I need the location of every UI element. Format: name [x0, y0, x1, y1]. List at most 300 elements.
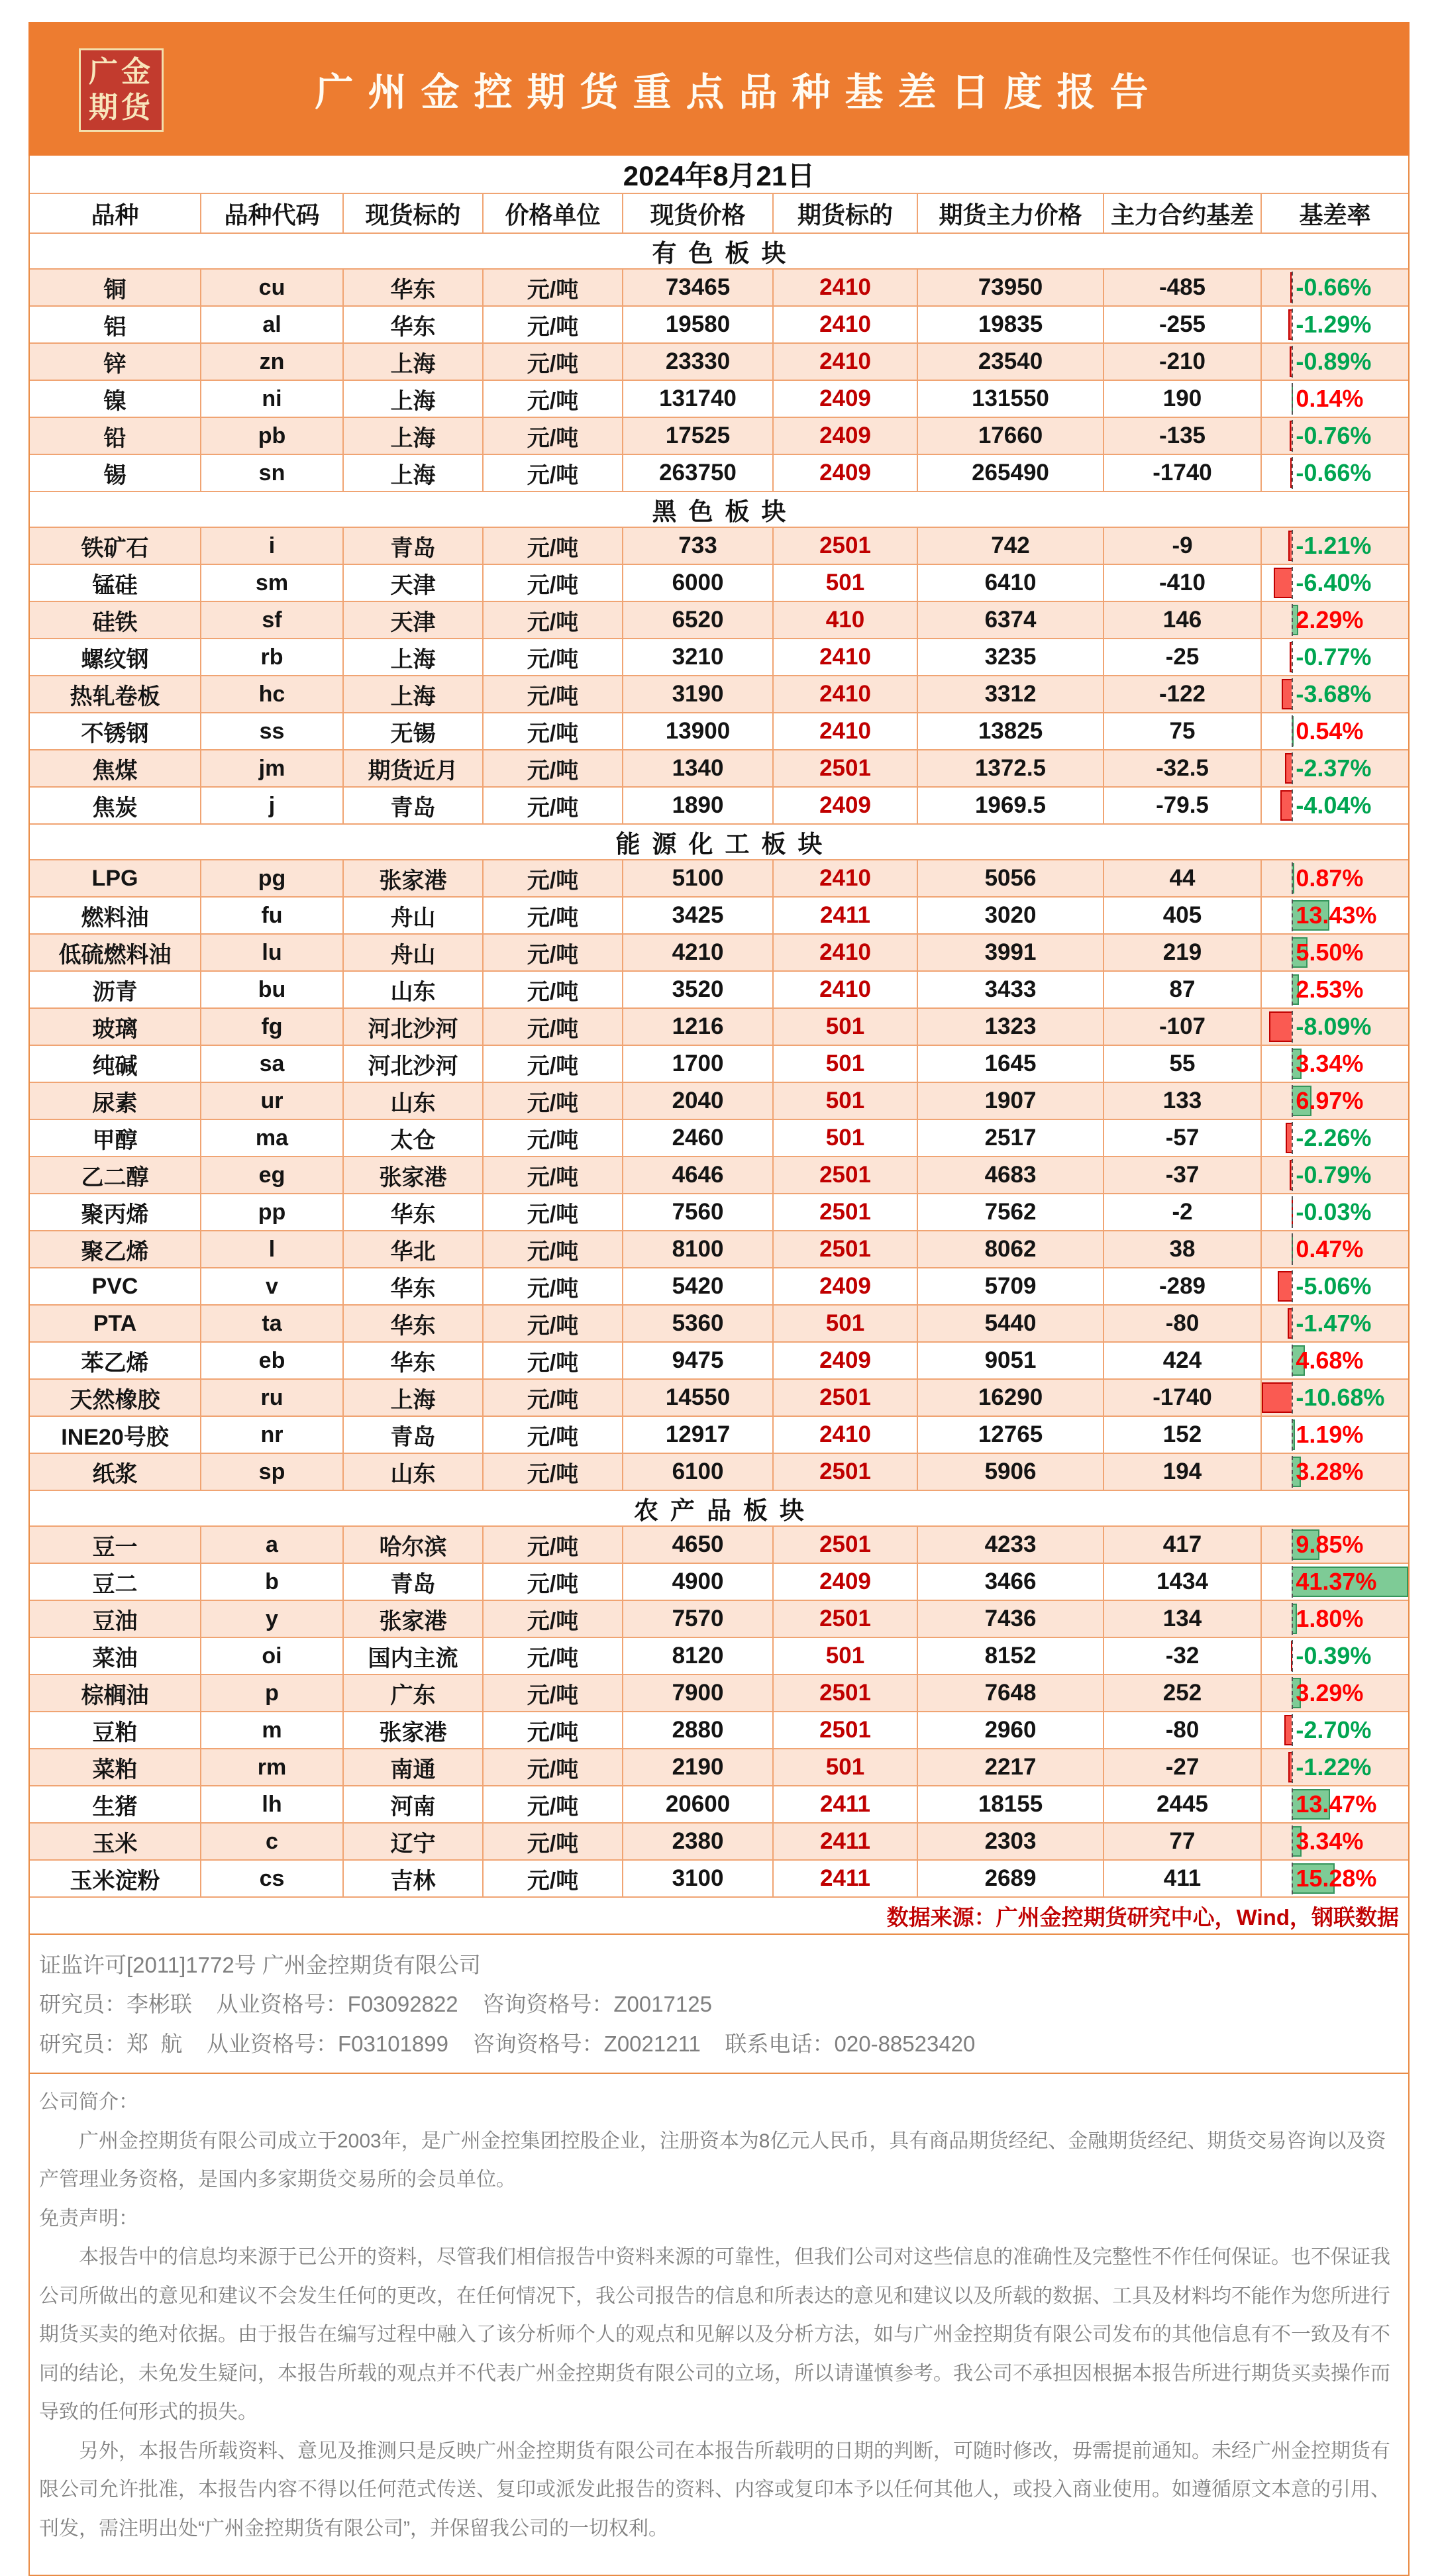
- basis-rate-axis: [1292, 1788, 1293, 1821]
- basis-rate-bar: [1282, 679, 1292, 709]
- basis-rate-bar: [1280, 790, 1292, 820]
- basis-rate-axis: [1292, 1233, 1293, 1266]
- basis-rate-axis: [1292, 1345, 1293, 1377]
- basis-rate-axis: [1292, 715, 1293, 748]
- cell-code: p: [201, 1675, 344, 1711]
- cell-variety: 螺纹钢: [30, 639, 201, 675]
- table-row: [30, 750, 1408, 788]
- cell-future-target: 2409: [774, 788, 918, 823]
- data-source-note: 数据来源：广州金控期货研究中心，Wind，钢联数据: [30, 1898, 1408, 1935]
- cell-future-price: 2960: [918, 1712, 1104, 1748]
- cell-future-target: 2501: [774, 1194, 918, 1230]
- cell-future-target: 2501: [774, 1380, 918, 1416]
- cell-basis-rate: [1262, 1231, 1408, 1267]
- cell-future-target: 2501: [774, 750, 918, 786]
- cell-future-target: 2409: [774, 381, 918, 417]
- cell-basis-rate: [1262, 972, 1408, 1007]
- cell-basis: 194: [1104, 1454, 1262, 1490]
- basis-rate-value: -2.37%: [1296, 754, 1372, 782]
- cell-code: hc: [201, 676, 344, 712]
- cell-basis: -485: [1104, 270, 1262, 305]
- basis-rate-value: -3.68%: [1296, 680, 1372, 707]
- cell-spot-price: 7560: [623, 1194, 774, 1230]
- table-row: [30, 1120, 1408, 1157]
- cell-spot-price: 733: [623, 528, 774, 564]
- cell-spot-target: 青岛: [344, 1417, 484, 1453]
- basis-rate-axis: [1292, 1122, 1293, 1155]
- cell-future-price: 13825: [918, 713, 1104, 749]
- cell-basis-rate: [1262, 455, 1408, 491]
- cell-future-price: 1907: [918, 1083, 1104, 1119]
- cell-spot-price: 4900: [623, 1564, 774, 1600]
- cell-basis-rate: [1262, 1380, 1408, 1416]
- cell-price-unit: 元/吨: [484, 1601, 623, 1637]
- logo-text-line1: 广金: [89, 56, 154, 89]
- cell-basis-rate: [1262, 1157, 1408, 1193]
- cell-variety: 硅铁: [30, 602, 201, 638]
- cell-code: pg: [201, 860, 344, 896]
- cell-spot-target: 青岛: [344, 1564, 484, 1600]
- cell-spot-target: 张家港: [344, 1601, 484, 1637]
- cell-code: ta: [201, 1306, 344, 1341]
- column-header: 品种代码: [201, 194, 344, 232]
- cell-code: fu: [201, 898, 344, 933]
- basis-rate-value: -1.29%: [1296, 311, 1372, 338]
- table-row: [30, 528, 1408, 565]
- cell-future-price: 7562: [918, 1194, 1104, 1230]
- cell-code: ur: [201, 1083, 344, 1119]
- cell-spot-target: 天津: [344, 602, 484, 638]
- cell-code: nr: [201, 1417, 344, 1453]
- cell-basis-rate: [1262, 1268, 1408, 1304]
- table-row: [30, 1231, 1408, 1268]
- basis-rate-axis: [1292, 567, 1293, 599]
- cell-basis: -9: [1104, 528, 1262, 564]
- cell-price-unit: 元/吨: [484, 455, 623, 491]
- table-row: [30, 1083, 1408, 1120]
- table-row: [30, 788, 1408, 825]
- cell-variety: LPG: [30, 860, 201, 896]
- cell-future-target: 2410: [774, 307, 918, 342]
- cell-future-target: 2411: [774, 1861, 918, 1896]
- cell-code: sa: [201, 1046, 344, 1082]
- basis-rate-axis: [1292, 1456, 1293, 1488]
- cell-basis: 252: [1104, 1675, 1262, 1711]
- cell-code: eb: [201, 1343, 344, 1378]
- cell-spot-price: 5420: [623, 1268, 774, 1304]
- cell-future-price: 5906: [918, 1454, 1104, 1490]
- basis-rate-axis: [1292, 1714, 1293, 1747]
- cell-future-price: 8062: [918, 1231, 1104, 1267]
- table-row: [30, 1454, 1408, 1491]
- cell-future-target: 2501: [774, 1157, 918, 1193]
- cell-price-unit: 元/吨: [484, 1009, 623, 1045]
- cell-future-price: 1323: [918, 1009, 1104, 1045]
- table-row: [30, 1194, 1408, 1231]
- cell-price-unit: 元/吨: [484, 565, 623, 601]
- basis-rate-value: 1.19%: [1296, 1421, 1364, 1448]
- cell-basis-rate: [1262, 750, 1408, 786]
- basis-rate-value: 9.85%: [1296, 1531, 1364, 1558]
- cell-spot-target: 南通: [344, 1749, 484, 1785]
- basis-rate-axis: [1292, 604, 1293, 637]
- cell-spot-target: 辽宁: [344, 1824, 484, 1859]
- basis-rate-axis: [1292, 678, 1293, 711]
- cell-price-unit: 元/吨: [484, 1824, 623, 1859]
- cell-basis-rate: [1262, 381, 1408, 417]
- table-row: [30, 381, 1408, 418]
- cell-spot-price: 1890: [623, 788, 774, 823]
- cell-future-price: 5440: [918, 1306, 1104, 1341]
- cell-code: jm: [201, 750, 344, 786]
- cell-future-price: 5709: [918, 1268, 1104, 1304]
- cell-basis-rate: [1262, 1786, 1408, 1822]
- cell-spot-price: 7570: [623, 1601, 774, 1637]
- cell-spot-price: 1216: [623, 1009, 774, 1045]
- cell-basis: 134: [1104, 1601, 1262, 1637]
- company-intro-block: [30, 2074, 1408, 2575]
- basis-rate-value: -2.70%: [1296, 1716, 1372, 1743]
- cell-future-price: 8152: [918, 1638, 1104, 1674]
- column-header: 品种: [30, 194, 201, 232]
- cell-spot-price: 6520: [623, 602, 774, 638]
- basis-rate-value: 5.50%: [1296, 939, 1364, 966]
- basis-rate-bar: [1262, 1382, 1292, 1412]
- cell-price-unit: 元/吨: [484, 307, 623, 342]
- cell-variety: 聚乙烯: [30, 1231, 201, 1267]
- cell-basis: -57: [1104, 1120, 1262, 1156]
- disclaimer-paragraph-1: 本报告中的信息均来源于已公开的资料，尽管我们相信报告中资料来源的可靠性，但我们公司对这些信息的准确性及完整性不作任何保证。也不保证我公司所做出的意见和建议不会发生任何的更改，在任何情况下，我公司报告的信息和所表达的意见和建议以及所载的数据、工具及材料均不能作为您所进行期货买卖的绝对依据。由于报告在编写过程中融入了该分析师个人的观点和见解以及分析方法，如与广州金控期货有限公司发布的其他信息有不一致及有不同的结论，未免发生疑问，本报告所载的观点并不代表广州金控期货有限公司的立场，所以请谨慎参考。我公司不承担因根据本报告所进行期货买卖操作而导致的任何形式的损失。: [39, 2246, 1390, 2424]
- cell-code: ss: [201, 713, 344, 749]
- cell-variety: 铜: [30, 270, 201, 305]
- cell-basis: 417: [1104, 1527, 1262, 1563]
- cell-spot-price: 12917: [623, 1417, 774, 1453]
- basis-rate-axis: [1292, 1085, 1293, 1117]
- cell-spot-price: 9475: [623, 1343, 774, 1378]
- cell-code: y: [201, 1601, 344, 1637]
- basis-rate-axis: [1292, 530, 1293, 562]
- cell-basis-rate: [1262, 1120, 1408, 1156]
- cell-spot-target: 无锡: [344, 713, 484, 749]
- cell-variety: 棕榈油: [30, 1675, 201, 1711]
- cell-future-target: 2410: [774, 1417, 918, 1453]
- cell-future-target: 2501: [774, 1527, 918, 1563]
- column-header: 现货标的: [344, 194, 484, 232]
- cell-variety: PVC: [30, 1268, 201, 1304]
- cell-price-unit: 元/吨: [484, 1712, 623, 1748]
- cell-price-unit: 元/吨: [484, 788, 623, 823]
- cell-variety: 焦炭: [30, 788, 201, 823]
- cell-spot-price: 263750: [623, 455, 774, 491]
- cell-future-target: 501: [774, 1120, 918, 1156]
- basis-rate-value: 1.80%: [1296, 1605, 1364, 1632]
- cell-future-price: 2217: [918, 1749, 1104, 1785]
- basis-rate-value: 6.97%: [1296, 1087, 1364, 1114]
- cell-price-unit: 元/吨: [484, 528, 623, 564]
- cell-future-price: 4233: [918, 1527, 1104, 1563]
- cell-future-target: 2409: [774, 418, 918, 454]
- cell-spot-price: 131740: [623, 381, 774, 417]
- basis-rate-value: -10.68%: [1296, 1384, 1385, 1411]
- license-block: [30, 1935, 1408, 2074]
- cell-code: sp: [201, 1454, 344, 1490]
- cell-future-target: 2410: [774, 639, 918, 675]
- cell-future-price: 18155: [918, 1786, 1104, 1822]
- cell-variety: 豆一: [30, 1527, 201, 1563]
- cell-spot-target: 华东: [344, 1343, 484, 1378]
- intro-text: 广州金控期货有限公司成立于2003年，是广州金控集团控股企业，注册资本为8亿元人民币，具有商品期货经纪、金融期货经纪、期货交易咨询以及资产管理业务资格，是国内多家期货交易所的会员单位。: [39, 2130, 1386, 2191]
- table-row: [30, 1564, 1408, 1601]
- disclaimer-paragraph-2: 另外，本报告所载资料、意见及推测只是反映广州金控期货有限公司在本报告所载明的日期的判断，可随时修改，毋需提前通知。未经广州金控期货有限公司允许批准，本报告内容不得以任何范式传送、复印或派发此报告的资料、内容或复印本予以任何其他人，或投入商业使用。如遵循原文本意的引用、刊发，需注明出处“广州金控期货有限公司”，并保留我公司的一切权利。: [39, 2440, 1390, 2540]
- cell-future-target: 2501: [774, 1675, 918, 1711]
- cell-spot-target: 上海: [344, 1380, 484, 1416]
- cell-spot-target: 青岛: [344, 528, 484, 564]
- cell-future-target: 2410: [774, 344, 918, 380]
- cell-spot-price: 7900: [623, 1675, 774, 1711]
- cell-basis-rate: [1262, 898, 1408, 933]
- cell-future-price: 3312: [918, 676, 1104, 712]
- cell-basis-rate: [1262, 1712, 1408, 1748]
- cell-basis: 38: [1104, 1231, 1262, 1267]
- cell-spot-price: 8120: [623, 1638, 774, 1674]
- basis-rate-bar: [1285, 753, 1292, 783]
- basis-rate-value: 41.37%: [1296, 1568, 1377, 1595]
- cell-spot-price: 8100: [623, 1231, 774, 1267]
- cell-spot-target: 华北: [344, 1231, 484, 1267]
- cell-future-target: 2501: [774, 1454, 918, 1490]
- cell-future-target: 2501: [774, 528, 918, 564]
- basis-rate-value: 15.28%: [1296, 1865, 1377, 1892]
- cell-future-price: 7648: [918, 1675, 1104, 1711]
- cell-spot-target: 舟山: [344, 898, 484, 933]
- basis-rate-value: -0.79%: [1296, 1161, 1372, 1188]
- cell-code: j: [201, 788, 344, 823]
- cell-basis: 87: [1104, 972, 1262, 1007]
- cell-price-unit: 元/吨: [484, 1675, 623, 1711]
- researcher-line-1: 研究员：李彬联 从业资格号：F03092822 咨询资格号：Z0017125: [39, 1992, 712, 2017]
- cell-basis: -1740: [1104, 1380, 1262, 1416]
- basis-rate-axis: [1292, 346, 1293, 378]
- cell-variety: 锰硅: [30, 565, 201, 601]
- cell-variety: 苯乙烯: [30, 1343, 201, 1378]
- table-row: [30, 676, 1408, 713]
- cell-basis-rate: [1262, 307, 1408, 342]
- cell-future-target: 2409: [774, 1564, 918, 1600]
- cell-future-price: 4683: [918, 1157, 1104, 1193]
- cell-basis-rate: [1262, 1343, 1408, 1378]
- cell-future-price: 3991: [918, 935, 1104, 970]
- cell-basis-rate: [1262, 1564, 1408, 1600]
- cell-price-unit: 元/吨: [484, 1083, 623, 1119]
- cell-future-price: 1645: [918, 1046, 1104, 1082]
- cell-basis: -289: [1104, 1268, 1262, 1304]
- table-row: [30, 1861, 1408, 1898]
- cell-price-unit: 元/吨: [484, 1231, 623, 1267]
- cell-basis: 190: [1104, 381, 1262, 417]
- table-row: [30, 455, 1408, 492]
- disclaimer-heading: 免责声明：: [39, 2207, 138, 2230]
- cell-spot-target: 国内主流: [344, 1638, 484, 1674]
- cell-price-unit: 元/吨: [484, 1749, 623, 1785]
- cell-spot-price: 23330: [623, 344, 774, 380]
- cell-basis: -32: [1104, 1638, 1262, 1674]
- cell-code: eg: [201, 1157, 344, 1193]
- basis-rate-value: 4.68%: [1296, 1347, 1364, 1374]
- table-row: [30, 1380, 1408, 1417]
- cell-spot-price: 13900: [623, 713, 774, 749]
- researcher-line-2: 研究员：郑 航 从业资格号：F03101899 咨询资格号：Z0021211 联系电话：020-88523420: [39, 2031, 976, 2056]
- table-row: [30, 713, 1408, 750]
- cell-price-unit: 元/吨: [484, 935, 623, 970]
- cell-spot-price: 3425: [623, 898, 774, 933]
- cell-price-unit: 元/吨: [484, 1157, 623, 1193]
- cell-variety: 甲醇: [30, 1120, 201, 1156]
- table-row: [30, 602, 1408, 639]
- cell-future-target: 501: [774, 1306, 918, 1341]
- cell-future-price: 73950: [918, 270, 1104, 305]
- cell-spot-target: 舟山: [344, 935, 484, 970]
- cell-basis: 1434: [1104, 1564, 1262, 1600]
- cell-future-target: 2409: [774, 455, 918, 491]
- basis-rate-value: -0.39%: [1296, 1642, 1372, 1669]
- cell-variety: 锡: [30, 455, 201, 491]
- cell-basis-rate: [1262, 1638, 1408, 1674]
- cell-future-target: 501: [774, 1046, 918, 1082]
- basis-rate-axis: [1292, 457, 1293, 489]
- cell-price-unit: 元/吨: [484, 1306, 623, 1341]
- cell-code: sn: [201, 455, 344, 491]
- basis-rate-value: 3.34%: [1296, 1828, 1364, 1855]
- cell-spot-target: 华东: [344, 1306, 484, 1341]
- basis-rate-axis: [1292, 752, 1293, 785]
- cell-code: bu: [201, 972, 344, 1007]
- section-header-row: 农产品板块: [30, 1491, 1408, 1527]
- basis-rate-value: 13.43%: [1296, 902, 1377, 929]
- cell-basis-rate: [1262, 1749, 1408, 1785]
- cell-code: pp: [201, 1194, 344, 1230]
- cell-basis-rate: [1262, 713, 1408, 749]
- table-header-row: [30, 194, 1408, 234]
- cell-basis-rate: [1262, 1824, 1408, 1859]
- cell-price-unit: 元/吨: [484, 1046, 623, 1082]
- table-row: [30, 418, 1408, 455]
- table-row: [30, 307, 1408, 344]
- cell-future-price: 6374: [918, 602, 1104, 638]
- cell-basis-rate: [1262, 676, 1408, 712]
- cell-basis: -1740: [1104, 455, 1262, 491]
- column-header: 期货主力价格: [918, 194, 1104, 232]
- cell-variety: 玻璃: [30, 1009, 201, 1045]
- basis-rate-value: -8.09%: [1296, 1013, 1372, 1040]
- cell-spot-target: 上海: [344, 418, 484, 454]
- cell-variety: 燃料油: [30, 898, 201, 933]
- cell-spot-target: 华东: [344, 1268, 484, 1304]
- cell-spot-target: 期货近月: [344, 750, 484, 786]
- cell-future-target: 2409: [774, 1268, 918, 1304]
- basis-rate-value: 2.53%: [1296, 976, 1364, 1003]
- cell-basis-rate: [1262, 1861, 1408, 1896]
- cell-spot-price: 4646: [623, 1157, 774, 1193]
- cell-variety: 不锈钢: [30, 713, 201, 749]
- cell-future-price: 3433: [918, 972, 1104, 1007]
- cell-future-price: 23540: [918, 344, 1104, 380]
- section-header-row: 有色板块: [30, 234, 1408, 270]
- basis-rate-bar: [1278, 1271, 1292, 1301]
- cell-basis: 75: [1104, 713, 1262, 749]
- basis-rate-axis: [1292, 790, 1293, 822]
- cell-basis: -122: [1104, 676, 1262, 712]
- table-row: [30, 1268, 1408, 1306]
- cell-basis: 44: [1104, 860, 1262, 896]
- basis-rate-axis: [1292, 641, 1293, 674]
- report-body: [28, 22, 1410, 2576]
- cell-spot-target: 河北沙河: [344, 1009, 484, 1045]
- cell-spot-target: 上海: [344, 455, 484, 491]
- report-frame: [28, 156, 1410, 2576]
- cell-basis: -80: [1104, 1712, 1262, 1748]
- cell-basis: -210: [1104, 344, 1262, 380]
- basis-rate-value: 0.14%: [1296, 385, 1364, 412]
- table-row: [30, 270, 1408, 307]
- cell-spot-target: 太仓: [344, 1120, 484, 1156]
- cell-future-price: 7436: [918, 1601, 1104, 1637]
- cell-basis-rate: [1262, 935, 1408, 970]
- table-body: [30, 234, 1408, 1898]
- basis-rate-axis: [1292, 1826, 1293, 1858]
- cell-basis-rate: [1262, 344, 1408, 380]
- basis-rate-value: 3.34%: [1296, 1050, 1364, 1077]
- basis-rate-axis: [1292, 1566, 1293, 1598]
- cell-spot-price: 2040: [623, 1083, 774, 1119]
- cell-basis-rate: [1262, 1601, 1408, 1637]
- table-row: [30, 1306, 1408, 1343]
- cell-spot-target: 上海: [344, 381, 484, 417]
- cell-code: cu: [201, 270, 344, 305]
- cell-variety: 镍: [30, 381, 201, 417]
- cell-basis: -79.5: [1104, 788, 1262, 823]
- basis-rate-axis: [1292, 1603, 1293, 1635]
- cell-future-price: 742: [918, 528, 1104, 564]
- basis-rate-axis: [1292, 272, 1293, 304]
- cell-price-unit: 元/吨: [484, 898, 623, 933]
- cell-spot-target: 张家港: [344, 1157, 484, 1193]
- column-header: 现货价格: [623, 194, 774, 232]
- cell-spot-price: 2380: [623, 1824, 774, 1859]
- cell-variety: 铝: [30, 307, 201, 342]
- cell-code: a: [201, 1527, 344, 1563]
- cell-future-target: 501: [774, 1638, 918, 1674]
- cell-basis-rate: [1262, 1417, 1408, 1453]
- cell-price-unit: 元/吨: [484, 418, 623, 454]
- cell-variety: 菜粕: [30, 1749, 201, 1785]
- cell-code: rb: [201, 639, 344, 675]
- cell-code: i: [201, 528, 344, 564]
- cell-basis-rate: [1262, 788, 1408, 823]
- cell-spot-target: 华东: [344, 270, 484, 305]
- basis-rate-axis: [1292, 1863, 1293, 1895]
- cell-basis: -410: [1104, 565, 1262, 601]
- cell-code: lh: [201, 1786, 344, 1822]
- cell-variety: 豆油: [30, 1601, 201, 1637]
- cell-code: ni: [201, 381, 344, 417]
- cell-price-unit: 元/吨: [484, 1527, 623, 1563]
- cell-variety: 锌: [30, 344, 201, 380]
- cell-price-unit: 元/吨: [484, 860, 623, 896]
- cell-basis: 405: [1104, 898, 1262, 933]
- table-row: [30, 1009, 1408, 1046]
- cell-price-unit: 元/吨: [484, 602, 623, 638]
- cell-code: pb: [201, 418, 344, 454]
